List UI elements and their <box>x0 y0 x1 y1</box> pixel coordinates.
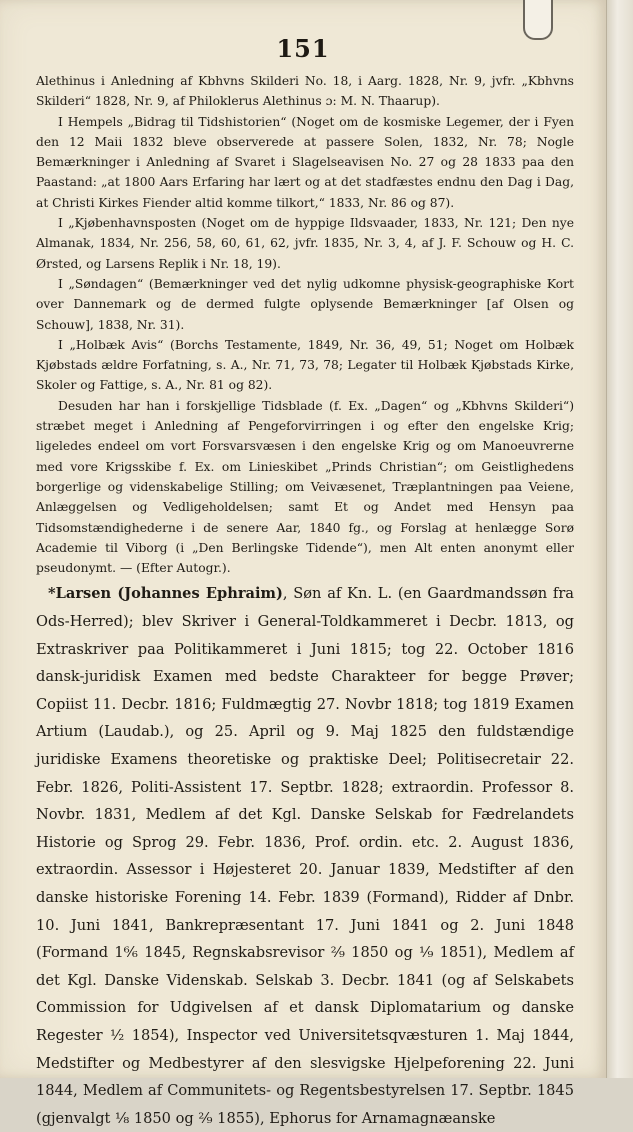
paragraph-desuden: Desuden har han i forskjellige Tidsblade (f. Ex. „Dagen“ og „Kbhvns Skilderi“) stræbet meget i Anledning af Pengeforvirringen i og efter den engelske Krig; ligeledes endeel om vort Forsvarsvæsen i den engelske Krig og om Manoeuvrerne med vore Krigsskibe f. Ex. om Linieskibet „Prinds Christian“; om Geistlighedens borgerlige og videnskabelige Stilling; om Veivæsenet, Træplantningen paa Veiene, Anlæggelsen og Vedligeholdelsen; samt Et og Andet med Hensyn paa Tidsomstændighederne i de senere Aar, 1840 fg., og Forslag at henlægge Sorø Academie til Viborg (i „Den Berlingske Tidende“), men Alt enten anonymt eller pseudonymt. — (Efter Autogr.). <box>36 398 574 576</box>
paragraph-kjobenhavnsposten: I „Kjøbenhavnsposten (Noget om de hyppige Ildsvaader, 1833, Nr. 121; Den nye Almanak, 1834, Nr. 256, 58, 60, 61, 62, jvfr. 1835, Nr. 3, 4, af J. F. Schouw og H. C. Ørsted, og Larsens Replik i Nr. 18, 19). <box>36 216 574 271</box>
paragraph-holbaek-avis: I „Holbæk Avis“ (Borchs Testamente, 1849, Nr. 36, 49, 51; Noget om Holbæk Kjøbstads ældre Forfatning, s. A., Nr. 71, 73, 78; Legater til Holbæk Kjøbstads Kirke, Skoler og Fattige, s. A., Nr. 81 og 82). <box>36 337 574 393</box>
biography-text: , Søn af Kn. L. (en Gaardmandssøn fra Ods-Herred); blev Skriver i General-Toldkammeret i Decbr. 1813, og Extraskriver paa Politikammeret i Juni 1815; tog 22. October 1816 dansk-juridisk Examen med bedste Charakteer for begge Prøver; Copiist 11. Decbr. 1816; Fuldmægtig 27. Novbr 1818; tog 1819 Examen Artium (Laudab.), og 25. April og 9. Maj 1825 den fuldstændige juridiske Examens theoretiske og praktiske Deel; Politisecretair 22. Febr. 1826, Politi-Assistent 17. Septbr. 1828; extraordin. Professor 8. Novbr. 1831, Medlem af det Kgl. Danske Selskab for Fædrelandets Historie og Sprog 29. Febr. 1836, Prof. ordin. etc. 2. August 1836, extraordin. Assessor i Højesteret 20. Januar 1839, Medstifter af den danske historiske Forening 14. Febr. 1839 (Formand), Ridder af Dnbr. 10. Juni 1841, Bankrepræsentant 17. Juni 1841 og 2. Juni 1848 (Formand 1⁶⁄₆ 1845, Regnskabsrevisor ²⁄₉ 1850 og ¹⁄₉ 1851), Medlem af det Kgl. Danske Videnskab. Selskab 3. Decbr. 1841 (og af Selskabets Commission for Udgivelsen af et dansk Diplomatarium og danske Regester ¹⁄₂ 1854), Inspector ved Universitetsqvæsturen 1. Maj 1844, Medstifter og Medbestyrer af den slesvigske Hjelpeforening 22. Juni 1844, Medlem af Communitets- og Regentsbestyrelsen 17. Septbr. 1845 (gjenvalgt ¹⁄₈ 1850 og ²⁄₉ 1855), Ephorus for Arnamagnæanske <box>36 585 574 1127</box>
biography-name: *Larsen (Johannes Ephraim) <box>48 585 283 603</box>
page-edge <box>606 0 633 1078</box>
page-body <box>36 71 574 1132</box>
paragraph-sondagen: I „Søndagen“ (Bemærkninger ved det nylig udkomne physisk-geographiske Kort over Dannemark og de dermed fulgte oplysende Bemærkninger [af Olsen og Schouw], 1838, Nr. 31). <box>36 276 574 332</box>
paragraph-hempel: I Hempels „Bidrag til Tidshistorien“ (Noget om de kosmiske Legemer, der i Fyen den 12 Maii 1832 bleve observerede at passere Solen, 1832, Nr. 78; Nogle Bemærkninger i Anledning af Svaret i Slagelseavisen No. 27 og 28 1833 paa den Paastand: „at 1800 Aars Erfaring har lært og at det stadfæstes endnu den Dag i Dag, at Christi Kirkes Fiender altid komme tilkort,“ 1833, Nr. 86 og 87). <box>36 114 574 210</box>
page-number: 151 <box>276 34 330 63</box>
biography-entry <box>36 580 574 1132</box>
paragraph-alethinus: Alethinus i Anledning af Kbhvns Skilderi No. 18, i Aarg. 1828, Nr. 9, jvfr. „Kbhvns Skilderi“ 1828, Nr. 9, af Philoklerus Alethinus ɔ: M. N. Thaarup). <box>36 74 574 109</box>
